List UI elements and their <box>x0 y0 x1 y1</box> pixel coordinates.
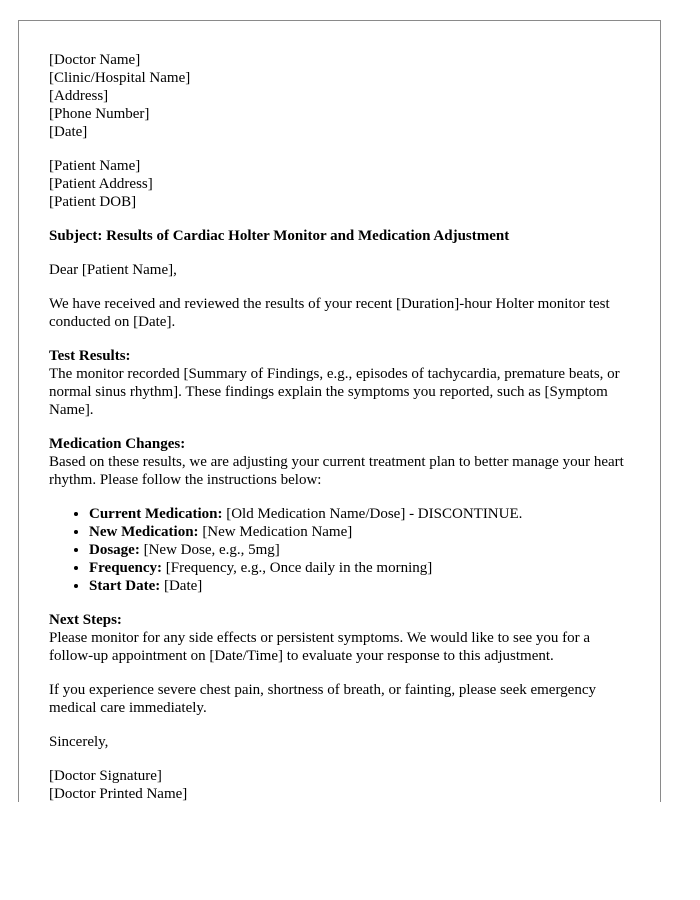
doctor-printed-name: [Doctor Printed Name] <box>49 786 188 802</box>
medication-changes-title: Medication Changes: <box>49 436 186 452</box>
list-item <box>89 559 630 577</box>
intro-paragraph: We have received and reviewed the results of your recent [Duration]-hour Holter monitor test conducted on [Date]. <box>49 296 610 330</box>
clinic-name: [Clinic/Hospital Name] <box>49 70 191 86</box>
list-item <box>89 541 630 559</box>
doctor-signature: [Doctor Signature] <box>49 768 162 784</box>
list-item <box>89 523 630 541</box>
test-results-title: Test Results: <box>49 348 131 364</box>
greeting: Dear [Patient Name], <box>49 262 177 278</box>
medication-changes-section <box>49 435 630 489</box>
medication-changes-body: Based on these results, we are adjusting your current treatment plan to better manage your heart rhythm. Please follow the instructions below: <box>49 454 624 488</box>
next-steps-body: Please monitor for any side effects or persistent symptoms. We would like to see you for a follow-up appointment on [Date/Time] to evaluate your response to this adjustment. <box>49 630 591 664</box>
closing: Sincerely, <box>49 734 109 750</box>
list-item-value: [Date] <box>160 578 203 594</box>
list-item-label: Start Date: <box>89 578 161 594</box>
test-results-body: The monitor recorded [Summary of Findings, e.g., episodes of tachycardia, premature beats, or normal sinus rhythm]. These findings explain the symptoms you reported, such as [Symptom Name]. <box>49 366 620 418</box>
list-item-value: [New Dose, e.g., 5mg] <box>139 542 280 558</box>
clinic-phone: [Phone Number] <box>49 106 150 122</box>
letter-date: [Date] <box>49 124 88 140</box>
clinic-address: [Address] <box>49 88 109 104</box>
doctor-name: [Doctor Name] <box>49 52 141 68</box>
list-item-label: Current Medication: <box>89 506 223 522</box>
emergency-note: If you experience severe chest pain, shortness of breath, or fainting, please seek emergency medical care immediately. <box>49 682 597 716</box>
list-item-label: Frequency: <box>89 560 163 576</box>
sender-block <box>49 51 630 141</box>
list-item-value: [New Medication Name] <box>198 524 353 540</box>
subject-line: Subject: Results of Cardiac Holter Monitor and Medication Adjustment <box>49 228 510 244</box>
medication-list <box>49 505 630 595</box>
patient-address: [Patient Address] <box>49 176 153 192</box>
list-item <box>89 505 630 523</box>
list-item-label: Dosage: <box>89 542 140 558</box>
next-steps-section <box>49 611 630 665</box>
patient-name: [Patient Name] <box>49 158 141 174</box>
list-item-value: [Frequency, e.g., Once daily in the morning] <box>162 560 433 576</box>
patient-dob: [Patient DOB] <box>49 194 137 210</box>
list-item-value: [Old Medication Name/Dose] - DISCONTINUE. <box>222 506 523 522</box>
signature-block <box>49 767 630 802</box>
next-steps-title: Next Steps: <box>49 612 122 628</box>
list-item <box>89 577 630 595</box>
list-item-label: New Medication: <box>89 524 199 540</box>
recipient-block <box>49 157 630 211</box>
letter-page <box>18 20 661 802</box>
test-results-section <box>49 347 630 419</box>
